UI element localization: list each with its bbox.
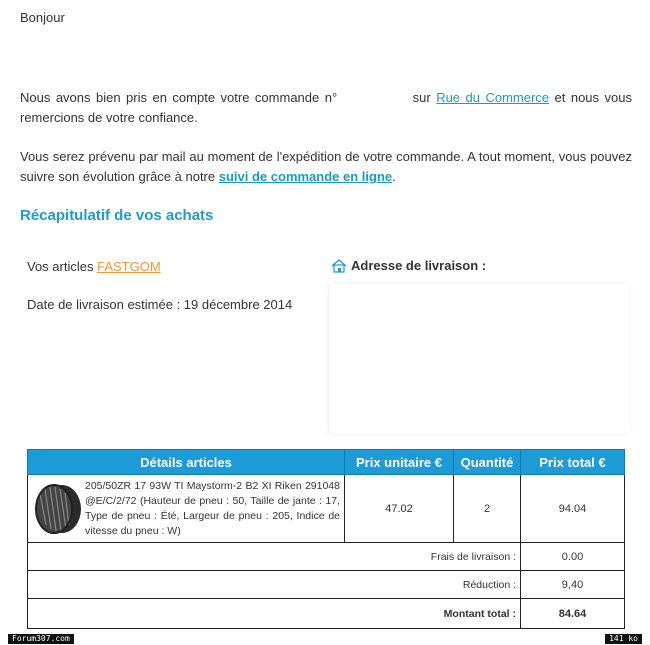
store-link[interactable]: Rue du Commerce [436, 90, 550, 105]
articles-line [27, 259, 161, 274]
delivery-address-heading [331, 258, 486, 273]
tire-product-image [32, 479, 82, 535]
confirmation-intro: Nous avons bien pris en compte votre commande n° [20, 90, 338, 105]
item-description: 205/50ZR 17 93W TI Maystorm-2 B2 XI Riken 291048 @E/C/2/72 (Hauteur de pneu : 50, Taille de jante : 17, Type de pneu : Été, Largeur de pneu : 205, Indice de vitesse du pneu : W) [85, 479, 340, 537]
item-details-cell [28, 475, 345, 543]
table-header-row [28, 450, 625, 475]
total-value: 84.64 [521, 599, 625, 629]
header-quantity: Quantité [454, 450, 521, 475]
discount-value: 9,40 [521, 571, 625, 599]
order-tracking-link[interactable]: suivi de commande en ligne [218, 169, 393, 184]
total-row [28, 599, 625, 629]
notification-end: . [392, 169, 396, 184]
item-unit-price: 47.02 [345, 475, 454, 543]
greeting: Bonjour [20, 10, 65, 25]
discount-label: Réduction : [28, 571, 521, 599]
forum-watermark: Forum307.com [8, 634, 74, 644]
shipping-value: 0.00 [521, 543, 625, 571]
item-quantity: 2 [454, 475, 521, 543]
header-unit-price: Prix unitaire € [345, 450, 454, 475]
home-icon [331, 259, 347, 273]
delivery-address-box [328, 284, 629, 434]
discount-row [28, 571, 625, 599]
order-items-table [27, 449, 625, 629]
notification-text [20, 147, 632, 187]
total-label: Montant total : [28, 599, 521, 629]
header-total-price: Prix total € [521, 450, 625, 475]
address-label: Adresse de livraison : [351, 258, 487, 273]
shipping-label: Frais de livraison : [28, 543, 521, 571]
table-row [28, 475, 625, 543]
order-confirmation-text [20, 88, 632, 128]
item-total-price: 94.04 [521, 475, 625, 543]
confirmation-outro: et nous vous remercions de votre confiance. [20, 90, 632, 125]
file-size-badge: 141 ko [605, 634, 642, 644]
articles-label: Vos articles [27, 259, 94, 274]
summary-title: Récapitulatif de vos achats [20, 207, 214, 224]
seller-link[interactable]: FASTGOM [97, 259, 161, 274]
confirmation-between: sur [412, 90, 431, 105]
delivery-date: Date de livraison estimée : 19 décembre 2014 [27, 297, 293, 312]
notification-body: Vous serez prévenu par mail au moment de l'expédition de votre commande. A tout moment, vous pouvez suivre son évolution grâce à notre [20, 149, 632, 184]
header-details: Détails articles [28, 450, 345, 475]
shipping-row [28, 543, 625, 571]
